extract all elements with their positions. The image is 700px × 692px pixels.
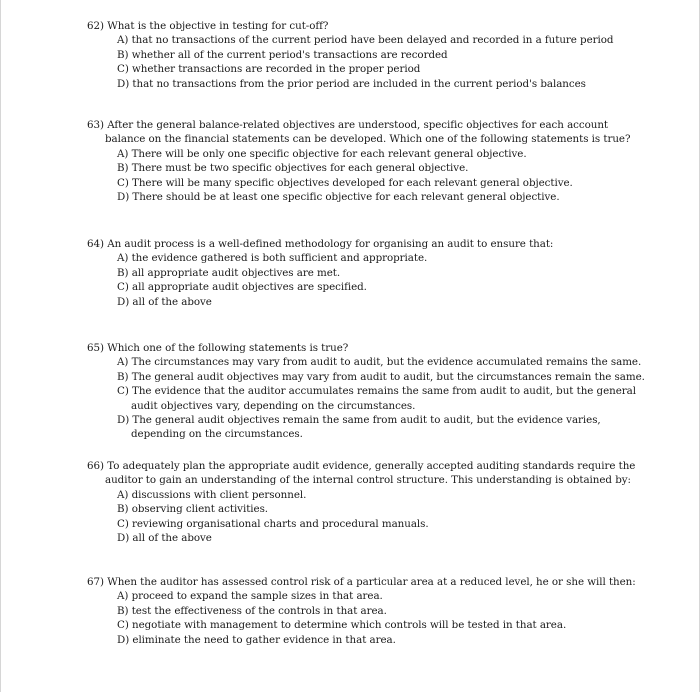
answer-option: A) The circumstances may vary from audit to audit, but the evidence accumulated remains the same. bbox=[117, 356, 642, 369]
question-stem: 67) When the auditor has assessed control risk of a particular area at a reduced level, he or she will then: bbox=[87, 576, 636, 588]
answer-option: C) reviewing organisational charts and procedural manuals. bbox=[117, 517, 429, 530]
answer-option: A) discussions with client personnel. bbox=[117, 488, 307, 501]
answer-option: C) There will be many specific objectives developed for each relevant general objective. bbox=[117, 176, 573, 189]
answer-option: C) whether transactions are recorded in the proper period bbox=[117, 63, 421, 76]
question-66 bbox=[87, 459, 647, 545]
question-stem: 64) An audit process is a well-defined methodology for organising an audit to ensure that: bbox=[87, 238, 554, 250]
answer-option: A) the evidence gathered is both sufficient and appropriate. bbox=[117, 252, 428, 265]
answer-option: D) all of the above bbox=[117, 532, 212, 545]
answer-option: A) that no transactions of the current period have been delayed and recorded in a future period bbox=[117, 34, 614, 47]
answer-options bbox=[87, 33, 647, 91]
answer-option: D) eliminate the need to gather evidence in that area. bbox=[117, 633, 396, 646]
answer-option: B) all appropriate audit objectives are met. bbox=[117, 266, 341, 279]
answer-option: A) proceed to expand the sample sizes in that area. bbox=[117, 590, 383, 603]
answer-option: D) There should be at least one specific objective for each relevant general objective. bbox=[117, 191, 560, 204]
answer-options bbox=[87, 589, 647, 647]
question-63 bbox=[87, 118, 647, 204]
answer-option: B) The general audit objectives may vary from audit to audit, but the circumstances remain the same. bbox=[117, 370, 645, 383]
answer-option: B) whether all of the current period's transactions are recorded bbox=[117, 48, 448, 61]
answer-options bbox=[87, 355, 647, 441]
answer-options bbox=[87, 488, 647, 546]
question-62 bbox=[87, 19, 647, 91]
answer-option: C) negotiate with management to determine which controls will be tested in that area. bbox=[117, 619, 567, 632]
question-67 bbox=[87, 575, 647, 647]
question-65 bbox=[87, 341, 647, 442]
question-stem: 65) Which one of the following statements is true? bbox=[87, 342, 349, 354]
answer-option: D) that no transactions from the prior period are included in the current period's balances bbox=[117, 77, 586, 90]
answer-option: D) The general audit objectives remain the same from audit to audit, but the evidence varies, depending on the circumstances. bbox=[117, 414, 601, 441]
question-stem: 63) After the general balance-related objectives are understood, specific objectives for each account balance on the financial statements can be developed. Which one of the following statements is true? bbox=[87, 119, 631, 146]
answer-options bbox=[87, 251, 647, 309]
question-stem: 62) What is the objective in testing for cut-off? bbox=[87, 20, 329, 32]
answer-option: B) There must be two specific objectives for each general objective. bbox=[117, 162, 469, 175]
answer-option: D) all of the above bbox=[117, 295, 212, 308]
answer-options bbox=[87, 147, 647, 205]
question-stem: 66) To adequately plan the appropriate audit evidence, generally accepted auditing standards require the auditor to gain an understanding of the internal control structure. This understanding is obtained by: bbox=[87, 460, 636, 487]
answer-option: B) observing client activities. bbox=[117, 503, 269, 516]
answer-option: B) test the effectiveness of the controls in that area. bbox=[117, 604, 387, 617]
answer-option: A) There will be only one specific objective for each relevant general objective. bbox=[117, 147, 527, 160]
answer-option: C) all appropriate audit objectives are specified. bbox=[117, 281, 367, 294]
answer-option: C) The evidence that the auditor accumulates remains the same from audit to audit, but the general audit objectives vary, depending on the circumstances. bbox=[117, 385, 636, 412]
question-64 bbox=[87, 237, 647, 309]
